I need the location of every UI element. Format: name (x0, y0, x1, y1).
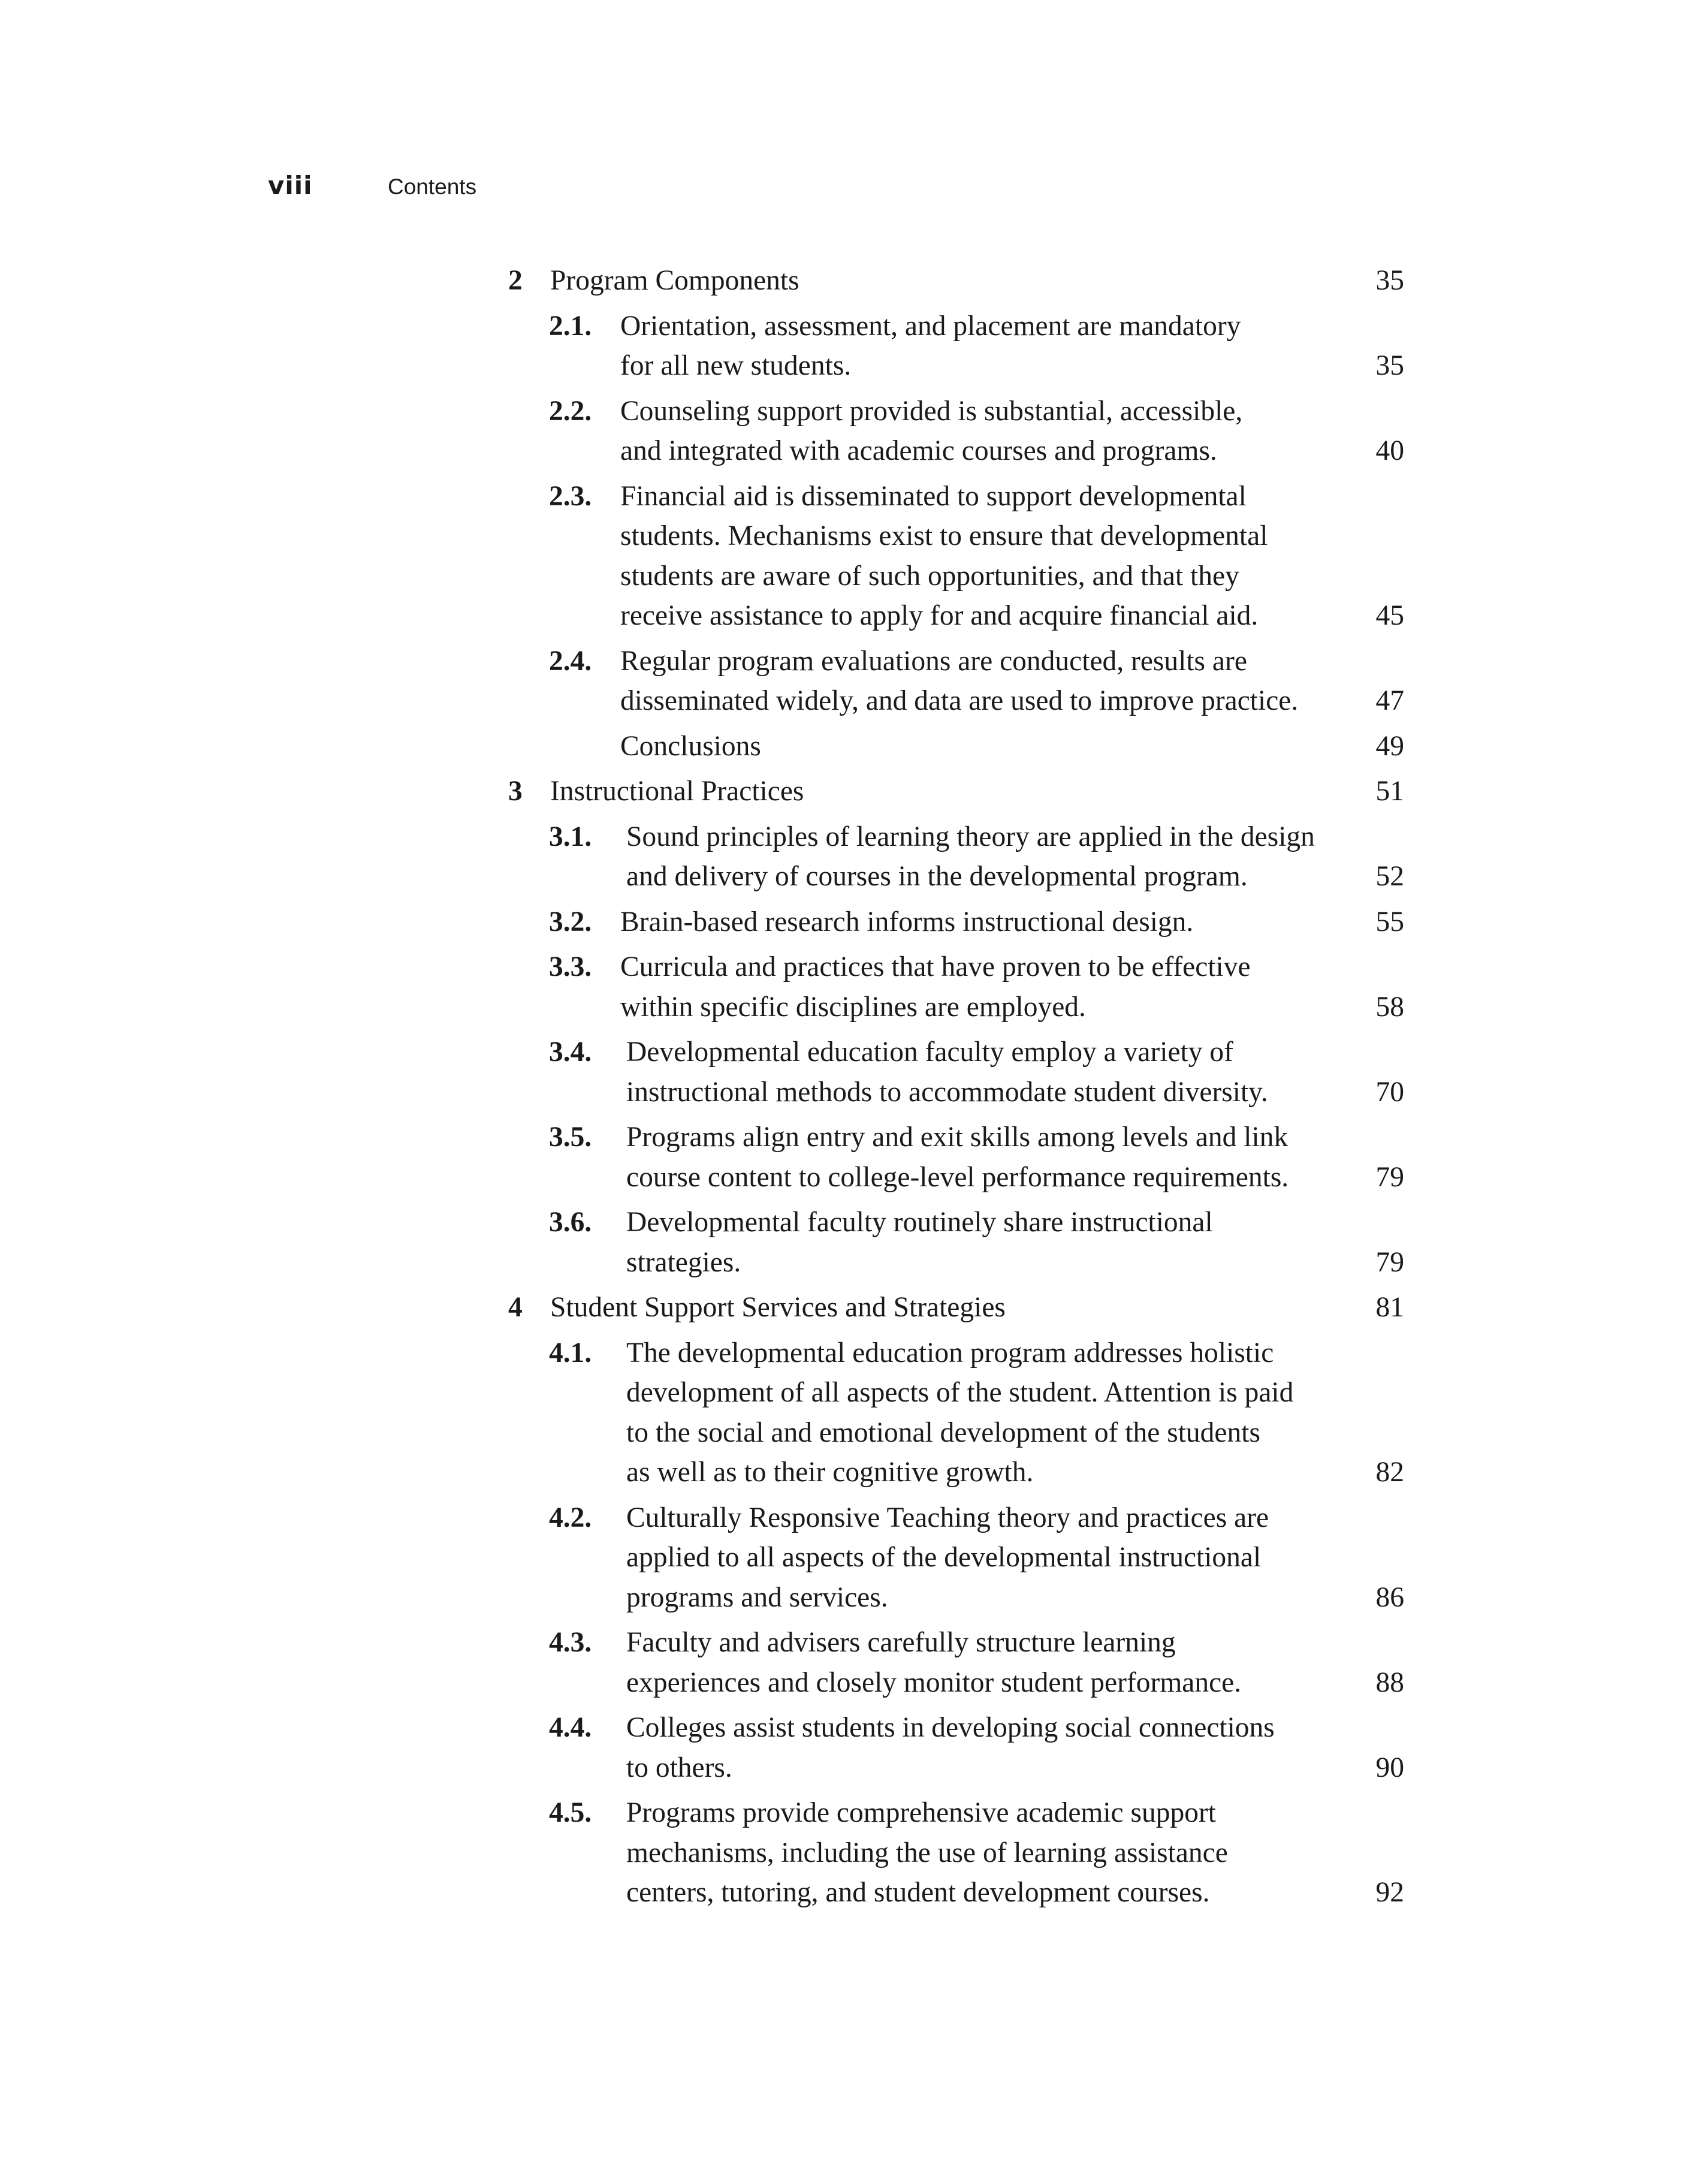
toc-entry[interactable] (508, 1498, 1404, 1618)
entry-number: 4.1. (549, 1337, 592, 1369)
page-number: 82 (1375, 1457, 1404, 1488)
toc-entry[interactable] (508, 902, 1404, 942)
chapter-title: Program Components (550, 265, 799, 296)
chapter-number: 2 (508, 265, 523, 296)
toc-entry[interactable] (508, 1117, 1404, 1197)
page-number: 81 (1375, 1292, 1404, 1323)
entry-number: 4.3. (549, 1627, 592, 1658)
toc-entry[interactable] (508, 817, 1404, 897)
page-number: 35 (1375, 265, 1404, 296)
entry-number: 4.2. (549, 1502, 592, 1533)
entry-number: 2.3. (549, 480, 592, 512)
page-number: 55 (1375, 906, 1404, 938)
toc-entry[interactable] (508, 1793, 1404, 1913)
running-head: Contents (388, 174, 477, 199)
page-number: 58 (1375, 991, 1404, 1023)
entry-text: Orientation, assessment, and placement are mandatory for all new students. (620, 310, 1241, 381)
toc-entry[interactable] (508, 1333, 1404, 1493)
entry-text: Programs provide comprehensive academic support mechanisms, including the use of learning assistance centers, tutoring, and student development courses. (626, 1797, 1228, 1908)
entry-text: Developmental education faculty employ a variety of instructional methods to accommodate student diversity. (626, 1036, 1268, 1108)
page-number: 92 (1375, 1877, 1404, 1908)
entry-number: 3.1. (549, 821, 592, 852)
entry-text: Regular program evaluations are conducted, results are disseminated widely, and data are used to improve practice. (620, 645, 1299, 716)
entry-text: Counseling support provided is substantial, accessible, and integrated with academic courses and programs. (620, 395, 1243, 466)
toc-entry[interactable] (508, 1623, 1404, 1702)
page-number: 52 (1375, 861, 1404, 892)
entry-number: 3.5. (549, 1122, 592, 1153)
entry-text: Developmental faculty routinely share instructional strategies. (626, 1207, 1213, 1278)
toc-entry[interactable] (508, 1032, 1404, 1112)
page-number: 45 (1375, 600, 1404, 631)
table-of-contents (508, 261, 1404, 1918)
page-number: 51 (1375, 776, 1404, 807)
chapter-title: Instructional Practices (550, 776, 804, 807)
page-number: 49 (1375, 730, 1404, 762)
toc-entry[interactable] (508, 1202, 1404, 1282)
toc-entry[interactable] (508, 947, 1404, 1027)
chapter-number: 4 (508, 1292, 523, 1323)
toc-entry[interactable] (508, 306, 1404, 386)
entry-number: 4.4. (549, 1712, 592, 1743)
entry-number: 3.4. (549, 1036, 592, 1068)
entry-text: Financial aid is disseminated to support developmental students. Mechanisms exist to ensure that developmental students are aware of such opportunities, and that they receive assistance to apply for and acquire financial aid. (620, 480, 1268, 631)
page-number: 35 (1375, 350, 1404, 381)
entry-text: Faculty and advisers carefully structure learning experiences and closely monitor student performance. (626, 1627, 1242, 1698)
entry-text: Brain-based research informs instructional design. (620, 906, 1194, 938)
entry-number: 2.1. (549, 310, 592, 342)
page-number: 40 (1375, 435, 1404, 466)
page-number: 70 (1375, 1076, 1404, 1108)
page-number: 47 (1375, 685, 1404, 716)
entry-number: 3.2. (549, 906, 592, 938)
toc-entry[interactable] (508, 641, 1404, 721)
page-number: 86 (1375, 1581, 1404, 1613)
entry-text: Sound principles of learning theory are applied in the design and delivery of courses in the developmental program. (626, 821, 1315, 892)
entry-number: 3.6. (549, 1207, 592, 1238)
page-folio: viii (268, 171, 313, 200)
entry-text: Programs align entry and exit skills among levels and link course content to college-level performance requirements. (626, 1122, 1289, 1193)
entry-text: The developmental education program addresses holistic development of all aspects of the student. Attention is paid to the social and emotional development of the students as well as to their cognitive growth. (626, 1337, 1294, 1488)
toc-chapter-3 (508, 771, 1404, 1282)
chapter-number: 3 (508, 776, 523, 807)
toc-chapter-2 (508, 261, 1404, 766)
toc-entry-conclusions[interactable] (508, 727, 1404, 767)
toc-entry[interactable] (508, 391, 1404, 471)
entry-text: Culturally Responsive Teaching theory and practices are applied to all aspects of the developmental instructional programs and services. (626, 1502, 1269, 1613)
toc-entry[interactable] (508, 1708, 1404, 1788)
toc-chapter-4 (508, 1288, 1404, 1913)
entry-number: 2.2. (549, 395, 592, 427)
chapter-heading[interactable] (508, 261, 1404, 301)
entry-text: Conclusions (620, 730, 761, 762)
chapter-heading[interactable] (508, 771, 1404, 812)
page-number: 79 (1375, 1246, 1404, 1278)
toc-entry[interactable] (508, 477, 1404, 636)
entry-number: 3.3. (549, 951, 592, 982)
page-number: 88 (1375, 1666, 1404, 1698)
chapter-title: Student Support Services and Strategies (550, 1292, 1006, 1323)
entry-number: 4.5. (549, 1797, 592, 1828)
chapter-heading[interactable] (508, 1288, 1404, 1328)
entry-text: Curricula and practices that have proven to be effective within specific disciplines are employed. (620, 951, 1251, 1023)
page-number: 79 (1375, 1161, 1404, 1193)
entry-text: Colleges assist students in developing social connections to others. (626, 1712, 1275, 1783)
page-number: 90 (1375, 1752, 1404, 1783)
entry-number: 2.4. (549, 645, 592, 677)
